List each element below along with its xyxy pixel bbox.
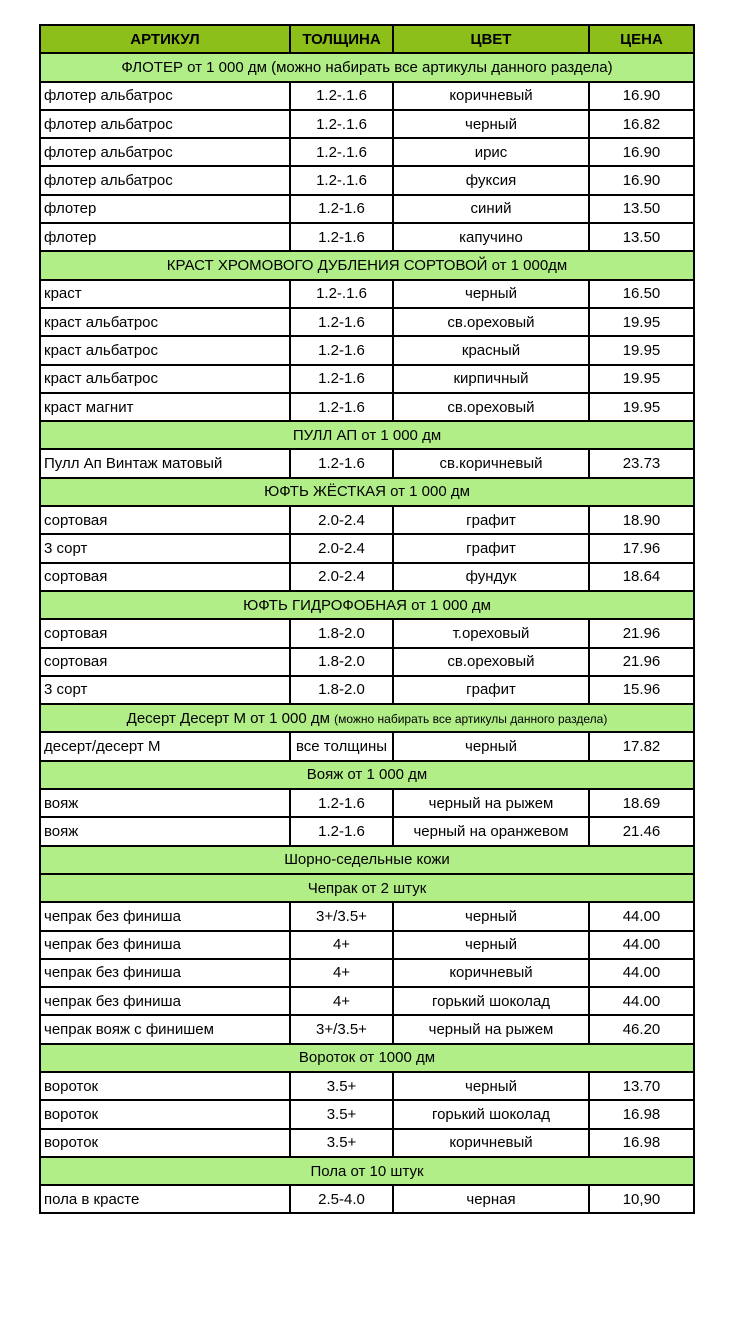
section-note: (можно набирать все артикулы данного раздела) bbox=[334, 711, 608, 726]
cell-thickness: 4+ bbox=[290, 987, 393, 1015]
cell-color: черный на рыжем bbox=[393, 1015, 589, 1043]
cell-price: 19.95 bbox=[589, 308, 694, 336]
cell-price: 21.96 bbox=[589, 648, 694, 676]
cell-article: десерт/десерт М bbox=[40, 732, 290, 760]
cell-article: 3 сорт bbox=[40, 534, 290, 562]
cell-color: фундук bbox=[393, 563, 589, 591]
section-title-text: ЮФТЬ ЖЁСТКАЯ от 1 000 дм bbox=[264, 483, 470, 501]
section-row bbox=[40, 1157, 694, 1185]
cell-color: св.ореховый bbox=[393, 648, 589, 676]
cell-price: 16.98 bbox=[589, 1100, 694, 1128]
cell-thickness: 1.2-.1.6 bbox=[290, 280, 393, 308]
cell-price: 19.95 bbox=[589, 365, 694, 393]
table-row bbox=[40, 648, 694, 676]
cell-thickness: 1.2-.1.6 bbox=[290, 166, 393, 194]
table-row bbox=[40, 110, 694, 138]
cell-color: черный bbox=[393, 732, 589, 760]
cell-article: вояж bbox=[40, 817, 290, 845]
section-row bbox=[40, 1044, 694, 1072]
cell-thickness: 1.2-1.6 bbox=[290, 223, 393, 251]
cell-price: 16.90 bbox=[589, 166, 694, 194]
cell-price: 19.95 bbox=[589, 393, 694, 421]
section-row bbox=[40, 761, 694, 789]
cell-price: 18.64 bbox=[589, 563, 694, 591]
cell-article: сортовая bbox=[40, 648, 290, 676]
price-table-body bbox=[40, 53, 694, 1213]
table-row bbox=[40, 223, 694, 251]
table-row bbox=[40, 619, 694, 647]
section-title bbox=[40, 704, 694, 732]
cell-color: коричневый bbox=[393, 959, 589, 987]
cell-price: 46.20 bbox=[589, 1015, 694, 1043]
cell-article: флотер альбатрос bbox=[40, 110, 290, 138]
table-row bbox=[40, 563, 694, 591]
cell-thickness: 2.5-4.0 bbox=[290, 1185, 393, 1213]
cell-color: черный на рыжем bbox=[393, 789, 589, 817]
cell-price: 16.50 bbox=[589, 280, 694, 308]
table-row bbox=[40, 336, 694, 364]
cell-thickness: 1.2-.1.6 bbox=[290, 138, 393, 166]
section-title-text: ФЛОТЕР от 1 000 дм (можно набирать все артикулы данного раздела) bbox=[121, 58, 613, 76]
cell-thickness: 2.0-2.4 bbox=[290, 506, 393, 534]
table-row bbox=[40, 1015, 694, 1043]
cell-price: 44.00 bbox=[589, 931, 694, 959]
price-table bbox=[39, 24, 695, 1214]
section-row bbox=[40, 704, 694, 732]
header-article: АРТИКУЛ bbox=[40, 25, 290, 53]
table-row bbox=[40, 931, 694, 959]
cell-color: черный bbox=[393, 902, 589, 930]
section-title bbox=[40, 1157, 694, 1185]
section-row bbox=[40, 251, 694, 279]
section-title-text: КРАСТ ХРОМОВОГО ДУБЛЕНИЯ СОРТОВОЙ от 1 000дм bbox=[166, 257, 568, 275]
table-row bbox=[40, 393, 694, 421]
cell-article: чепрак без финиша bbox=[40, 902, 290, 930]
cell-thickness: 1.2-1.6 bbox=[290, 195, 393, 223]
section-row bbox=[40, 421, 694, 449]
cell-article: краст bbox=[40, 280, 290, 308]
cell-price: 13.50 bbox=[589, 223, 694, 251]
table-row bbox=[40, 1100, 694, 1128]
cell-thickness: 1.8-2.0 bbox=[290, 619, 393, 647]
cell-article: Пулл Ап Винтаж матовый bbox=[40, 449, 290, 477]
section-title bbox=[40, 421, 694, 449]
cell-thickness: 1.2-1.6 bbox=[290, 365, 393, 393]
cell-price: 18.69 bbox=[589, 789, 694, 817]
cell-article: сортовая bbox=[40, 619, 290, 647]
cell-thickness: 1.2-.1.6 bbox=[290, 110, 393, 138]
cell-price: 23.73 bbox=[589, 449, 694, 477]
cell-article: флотер bbox=[40, 223, 290, 251]
cell-article: сортовая bbox=[40, 506, 290, 534]
cell-color: ирис bbox=[393, 138, 589, 166]
cell-article: чепрак без финиша bbox=[40, 931, 290, 959]
table-row bbox=[40, 987, 694, 1015]
cell-thickness: 4+ bbox=[290, 931, 393, 959]
cell-thickness: 3.5+ bbox=[290, 1100, 393, 1128]
cell-thickness: 1.2-1.6 bbox=[290, 393, 393, 421]
section-row bbox=[40, 478, 694, 506]
cell-article: флотер альбатрос bbox=[40, 166, 290, 194]
cell-color: черный на оранжевом bbox=[393, 817, 589, 845]
cell-color: св.ореховый bbox=[393, 393, 589, 421]
cell-article: краст альбатрос bbox=[40, 308, 290, 336]
cell-price: 16.90 bbox=[589, 82, 694, 110]
table-row bbox=[40, 195, 694, 223]
cell-article: флотер альбатрос bbox=[40, 138, 290, 166]
cell-article: чепрак вояж с финишем bbox=[40, 1015, 290, 1043]
cell-thickness: 3+/3.5+ bbox=[290, 1015, 393, 1043]
cell-article: вороток bbox=[40, 1100, 290, 1128]
cell-price: 18.90 bbox=[589, 506, 694, 534]
cell-thickness: 1.8-2.0 bbox=[290, 676, 393, 704]
table-row bbox=[40, 308, 694, 336]
cell-price: 16.90 bbox=[589, 138, 694, 166]
table-row bbox=[40, 82, 694, 110]
table-row bbox=[40, 817, 694, 845]
cell-color: красный bbox=[393, 336, 589, 364]
cell-color: фуксия bbox=[393, 166, 589, 194]
table-row bbox=[40, 902, 694, 930]
cell-article: краст альбатрос bbox=[40, 365, 290, 393]
section-title-text: Вояж от 1 000 дм bbox=[306, 766, 428, 784]
table-row bbox=[40, 506, 694, 534]
cell-article: краст альбатрос bbox=[40, 336, 290, 364]
cell-color: св.ореховый bbox=[393, 308, 589, 336]
cell-article: 3 сорт bbox=[40, 676, 290, 704]
cell-price: 21.96 bbox=[589, 619, 694, 647]
cell-thickness: 1.2-1.6 bbox=[290, 336, 393, 364]
section-title-text: Шорно-седельные кожи bbox=[284, 851, 450, 869]
cell-color: т.ореховый bbox=[393, 619, 589, 647]
cell-thickness: все толщины bbox=[290, 732, 393, 760]
table-row bbox=[40, 732, 694, 760]
cell-article: краст магнит bbox=[40, 393, 290, 421]
table-row bbox=[40, 959, 694, 987]
section-title bbox=[40, 251, 694, 279]
section-row bbox=[40, 53, 694, 81]
table-row bbox=[40, 280, 694, 308]
table-row bbox=[40, 138, 694, 166]
cell-price: 19.95 bbox=[589, 336, 694, 364]
cell-thickness: 1.2-1.6 bbox=[290, 308, 393, 336]
cell-price: 13.70 bbox=[589, 1072, 694, 1100]
cell-price: 44.00 bbox=[589, 959, 694, 987]
cell-color: черный bbox=[393, 931, 589, 959]
cell-article: флотер bbox=[40, 195, 290, 223]
cell-color: кирпичный bbox=[393, 365, 589, 393]
cell-article: сортовая bbox=[40, 563, 290, 591]
header-thickness: ТОЛЩИНА bbox=[290, 25, 393, 53]
cell-price: 17.82 bbox=[589, 732, 694, 760]
section-title bbox=[40, 761, 694, 789]
section-title-text: Пола от 10 штук bbox=[310, 1162, 424, 1180]
cell-color: капучино bbox=[393, 223, 589, 251]
cell-price: 44.00 bbox=[589, 987, 694, 1015]
table-row bbox=[40, 1129, 694, 1157]
cell-color: черный bbox=[393, 1072, 589, 1100]
cell-article: пола в красте bbox=[40, 1185, 290, 1213]
section-title-text: Десерт Десерт М от 1 000 дм bbox=[126, 709, 330, 727]
section-title bbox=[40, 478, 694, 506]
table-row bbox=[40, 1185, 694, 1213]
table-row bbox=[40, 1072, 694, 1100]
header-price: ЦЕНА bbox=[589, 25, 694, 53]
table-row bbox=[40, 676, 694, 704]
section-title bbox=[40, 591, 694, 619]
cell-price: 16.82 bbox=[589, 110, 694, 138]
section-title bbox=[40, 846, 694, 874]
cell-thickness: 4+ bbox=[290, 959, 393, 987]
cell-article: флотер альбатрос bbox=[40, 82, 290, 110]
cell-price: 21.46 bbox=[589, 817, 694, 845]
cell-thickness: 3.5+ bbox=[290, 1129, 393, 1157]
cell-thickness: 1.2-1.6 bbox=[290, 817, 393, 845]
cell-price: 15.96 bbox=[589, 676, 694, 704]
cell-thickness: 3.5+ bbox=[290, 1072, 393, 1100]
cell-color: черная bbox=[393, 1185, 589, 1213]
cell-price: 13.50 bbox=[589, 195, 694, 223]
cell-color: коричневый bbox=[393, 82, 589, 110]
section-title bbox=[40, 53, 694, 81]
table-row bbox=[40, 534, 694, 562]
table-row bbox=[40, 789, 694, 817]
header-color: ЦВЕТ bbox=[393, 25, 589, 53]
cell-price: 17.96 bbox=[589, 534, 694, 562]
cell-thickness: 2.0-2.4 bbox=[290, 563, 393, 591]
cell-color: горький шоколад bbox=[393, 987, 589, 1015]
cell-color: св.коричневый bbox=[393, 449, 589, 477]
table-row bbox=[40, 449, 694, 477]
cell-color: горький шоколад bbox=[393, 1100, 589, 1128]
cell-article: чепрак без финиша bbox=[40, 987, 290, 1015]
cell-color: графит bbox=[393, 534, 589, 562]
table-row bbox=[40, 365, 694, 393]
cell-price: 10,90 bbox=[589, 1185, 694, 1213]
section-title-text: Вороток от 1000 дм bbox=[298, 1049, 436, 1067]
cell-color: черный bbox=[393, 280, 589, 308]
table-row bbox=[40, 166, 694, 194]
cell-thickness: 1.2-1.6 bbox=[290, 789, 393, 817]
cell-thickness: 1.2-.1.6 bbox=[290, 82, 393, 110]
cell-thickness: 1.8-2.0 bbox=[290, 648, 393, 676]
section-row bbox=[40, 874, 694, 902]
header-row bbox=[40, 25, 694, 53]
cell-article: вороток bbox=[40, 1129, 290, 1157]
section-title bbox=[40, 874, 694, 902]
section-title-text: ПУЛЛ АП от 1 000 дм bbox=[292, 426, 442, 444]
section-row bbox=[40, 591, 694, 619]
cell-thickness: 2.0-2.4 bbox=[290, 534, 393, 562]
section-row bbox=[40, 846, 694, 874]
cell-article: чепрак без финиша bbox=[40, 959, 290, 987]
section-title-text: Чепрак от 2 штук bbox=[307, 879, 427, 897]
cell-thickness: 1.2-1.6 bbox=[290, 449, 393, 477]
cell-price: 16.98 bbox=[589, 1129, 694, 1157]
cell-price: 44.00 bbox=[589, 902, 694, 930]
section-title-text: ЮФТЬ ГИДРОФОБНАЯ от 1 000 дм bbox=[243, 596, 491, 614]
cell-article: вояж bbox=[40, 789, 290, 817]
cell-thickness: 3+/3.5+ bbox=[290, 902, 393, 930]
cell-color: графит bbox=[393, 676, 589, 704]
cell-color: графит bbox=[393, 506, 589, 534]
section-title bbox=[40, 1044, 694, 1072]
cell-article: вороток bbox=[40, 1072, 290, 1100]
cell-color: черный bbox=[393, 110, 589, 138]
cell-color: коричневый bbox=[393, 1129, 589, 1157]
cell-color: синий bbox=[393, 195, 589, 223]
